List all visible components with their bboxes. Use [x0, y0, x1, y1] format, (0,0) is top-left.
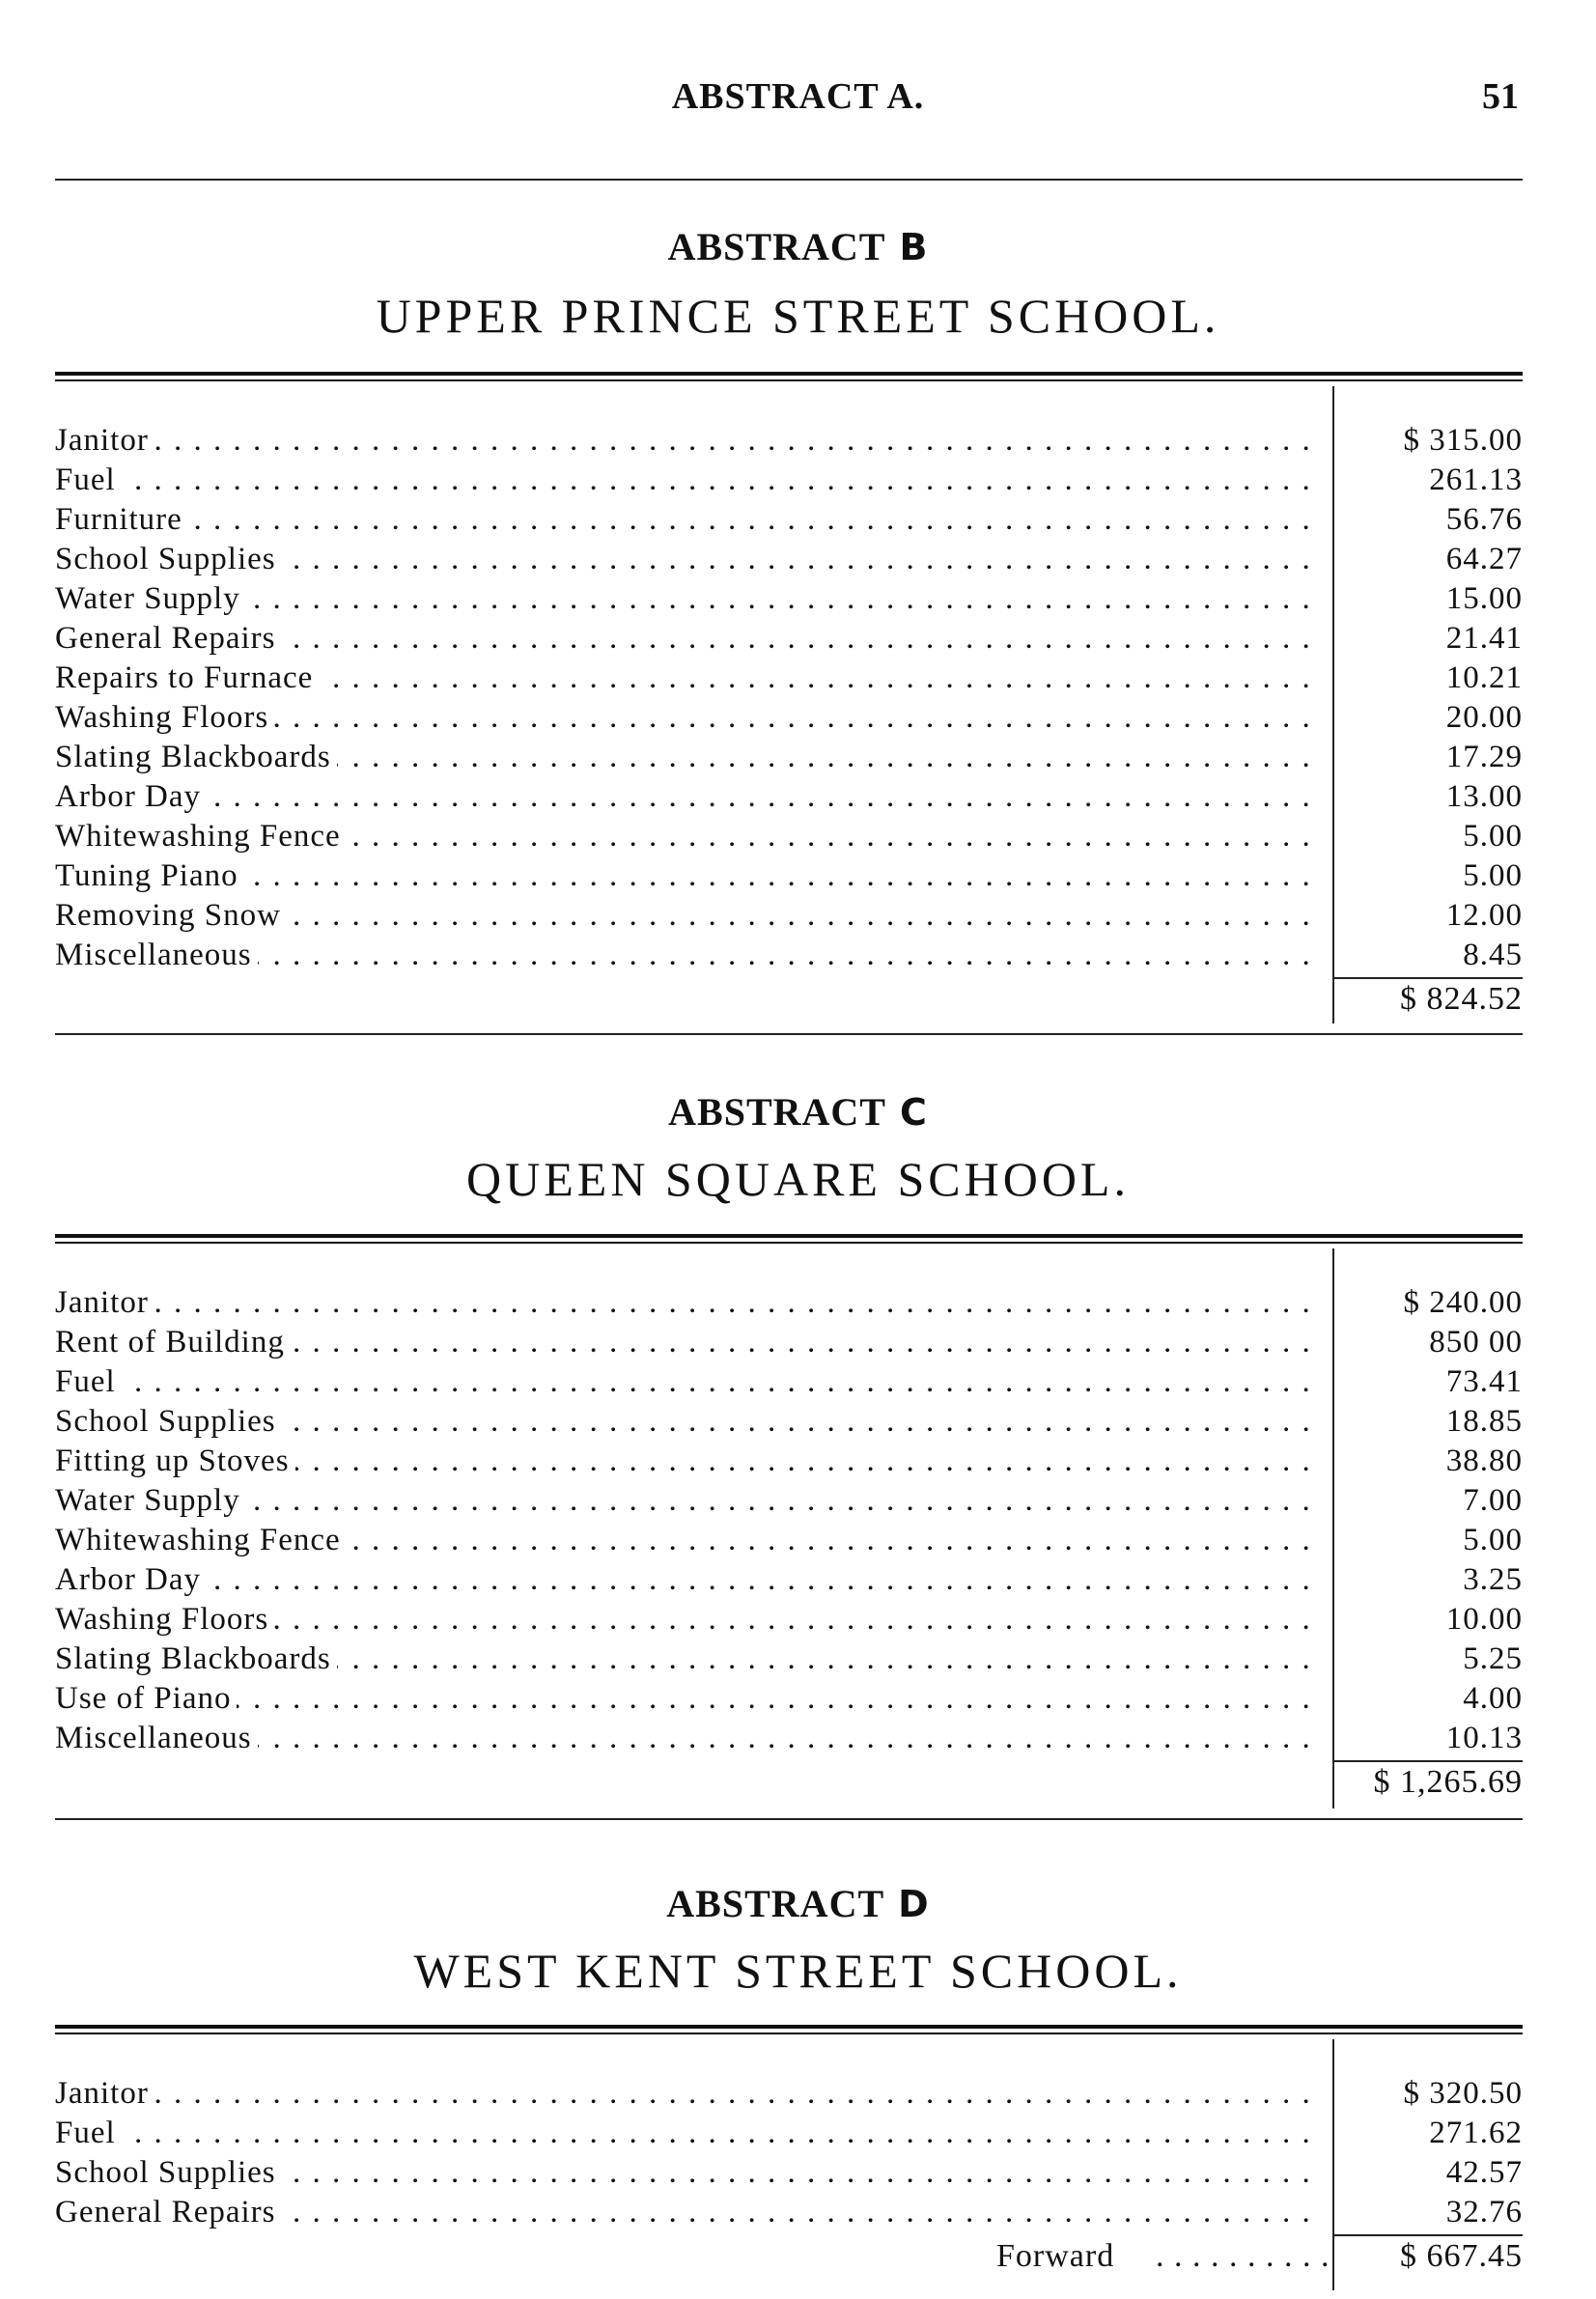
expense-label: Arbor Day . . .	[55, 777, 1310, 817]
section-total: $ 667.45	[1400, 2238, 1523, 2274]
section-letter: D	[898, 1883, 930, 1925]
section-label: ABSTRACT D	[666, 1882, 930, 1925]
expense-row	[55, 817, 1523, 856]
school-name: WEST KENT STREET SCHOOL.	[413, 1944, 1183, 1998]
expense-amount: $ 320.50	[1403, 2076, 1523, 2111]
section-end-rule	[55, 1818, 1523, 1820]
expense-label: Whitewashing Fence . . .	[55, 817, 1310, 856]
leader-dots: . . . . . . . . . .	[1156, 2238, 1330, 2274]
expense-amount: 3.25	[1463, 1562, 1523, 1597]
expense-amount: 12.00	[1445, 898, 1523, 933]
forward-label: Forward	[996, 2238, 1115, 2274]
expense-row	[55, 2153, 1523, 2193]
expense-row	[55, 738, 1523, 777]
section-total: $ 1,265.69	[1373, 1764, 1523, 1800]
expense-label: Miscellaneous . . .	[55, 936, 1310, 975]
expense-amount: 13.00	[1445, 779, 1523, 814]
expense-amount: 56.76	[1445, 502, 1523, 537]
expense-label: Repairs to Furnace . . .	[55, 659, 1310, 698]
expense-amount: 15.00	[1445, 581, 1523, 616]
expense-row	[55, 1402, 1523, 1442]
expense-row	[55, 1481, 1523, 1521]
expense-row	[55, 1283, 1523, 1323]
expense-amount: 850 00	[1429, 1325, 1523, 1360]
expense-row	[55, 896, 1523, 936]
expense-label: Whitewashing Fence . . .	[55, 1521, 1310, 1560]
expense-amount: 32.76	[1445, 2195, 1523, 2229]
expense-label: Tuning Piano . . .	[55, 856, 1310, 896]
expense-label: Furniture . . .	[55, 500, 1310, 540]
section-total: $ 824.52	[1400, 981, 1523, 1017]
page-number: 51	[1482, 76, 1519, 117]
section-rule	[55, 2025, 1523, 2034]
expense-row	[55, 540, 1523, 579]
expense-label: Miscellaneous . . .	[55, 1719, 1310, 1758]
total-rule	[1334, 2234, 1523, 2236]
school-name: QUEEN SQUARE SCHOOL.	[466, 1152, 1130, 1206]
expense-row	[55, 777, 1523, 817]
expense-amount: 7.00	[1463, 1483, 1523, 1518]
expense-label: School Supplies . . .	[55, 1402, 1310, 1442]
expense-amount: 21.41	[1445, 621, 1523, 656]
expense-amount: 10.13	[1445, 1721, 1523, 1755]
expense-row	[55, 461, 1523, 500]
expense-amount: 18.85	[1445, 1404, 1523, 1439]
section-letter: C	[899, 1091, 928, 1134]
expense-label: Fuel . . .	[55, 2114, 1310, 2153]
expense-label: Removing Snow . . .	[55, 896, 1310, 936]
expense-label: Use of Piano . . .	[55, 1679, 1310, 1719]
expense-label: Slating Blackboards . . .	[55, 738, 1310, 777]
expense-amount: 5.00	[1463, 1523, 1523, 1557]
expense-amount: 20.00	[1445, 700, 1523, 735]
expense-label: Janitor . . .	[55, 1283, 1310, 1323]
expense-amount: 17.29	[1445, 740, 1523, 774]
expense-row	[55, 856, 1523, 896]
expense-row	[55, 936, 1523, 975]
expense-amount: 10.21	[1445, 660, 1523, 695]
expense-row	[55, 2114, 1523, 2153]
expense-label: Water Supply . . .	[55, 579, 1310, 619]
expense-amount: $ 240.00	[1403, 1285, 1523, 1320]
expense-amount: 5.00	[1463, 858, 1523, 893]
expense-row	[55, 500, 1523, 540]
expense-row	[55, 2193, 1523, 2232]
expense-label: General Repairs . . .	[55, 619, 1310, 659]
expense-amount: 73.41	[1445, 1364, 1523, 1399]
expense-label: Slating Blackboards . . .	[55, 1640, 1310, 1679]
school-name: UPPER PRINCE STREET SCHOOL.	[376, 289, 1220, 343]
expense-label: Fuel . . .	[55, 461, 1310, 500]
expense-amount: 10.00	[1445, 1602, 1523, 1637]
expense-amount: $ 315.00	[1403, 423, 1523, 458]
expense-row	[55, 1521, 1523, 1560]
expense-row	[55, 1560, 1523, 1600]
expense-label: Fitting up Stoves . . .	[55, 1442, 1310, 1481]
expense-label: Washing Floors . . .	[55, 1600, 1310, 1640]
section-end-rule	[55, 1033, 1523, 1035]
total-rule	[1334, 977, 1523, 979]
expense-row	[55, 1719, 1523, 1758]
expense-row	[55, 619, 1523, 659]
expense-label: Janitor . . .	[55, 421, 1310, 461]
expense-label: General Repairs . . .	[55, 2193, 1310, 2232]
expense-amount: 5.25	[1463, 1641, 1523, 1676]
section-label: ABSTRACT C	[668, 1090, 928, 1134]
expense-amount: 8.45	[1463, 938, 1523, 972]
expense-label: Rent of Building . . .	[55, 1323, 1310, 1362]
expense-label: School Supplies . . .	[55, 540, 1310, 579]
expense-row	[55, 579, 1523, 619]
total-rule	[1334, 1760, 1523, 1762]
expense-label: Fuel . . .	[55, 1362, 1310, 1402]
expense-amount: 38.80	[1445, 1444, 1523, 1478]
section-letter: B	[899, 226, 929, 268]
expense-row	[55, 2074, 1523, 2114]
section-label: ABSTRACT B	[667, 225, 929, 268]
expense-label: Water Supply . . .	[55, 1481, 1310, 1521]
expense-amount: 4.00	[1463, 1681, 1523, 1716]
expense-row	[55, 1362, 1523, 1402]
expense-amount: 271.62	[1429, 2116, 1523, 2150]
expense-row	[55, 1679, 1523, 1719]
expense-row	[55, 698, 1523, 738]
header-rule	[55, 179, 1523, 181]
expense-label: School Supplies . . .	[55, 2153, 1310, 2193]
section-rule	[55, 372, 1523, 381]
expense-label: Arbor Day . . .	[55, 1560, 1310, 1600]
expense-row	[55, 1442, 1523, 1481]
expense-row	[55, 421, 1523, 461]
expense-label: Washing Floors . . .	[55, 698, 1310, 738]
expense-label: Janitor . . .	[55, 2074, 1310, 2114]
expense-amount: 5.00	[1463, 819, 1523, 854]
expense-amount: 261.13	[1429, 463, 1523, 497]
expense-row	[55, 659, 1523, 698]
expense-amount: 64.27	[1445, 542, 1523, 576]
running-title: ABSTRACT A.	[671, 76, 925, 117]
expense-row	[55, 1640, 1523, 1679]
section-rule	[55, 1234, 1523, 1244]
expense-row	[55, 1600, 1523, 1640]
expense-row	[55, 1323, 1523, 1362]
expense-amount: 42.57	[1445, 2155, 1523, 2190]
